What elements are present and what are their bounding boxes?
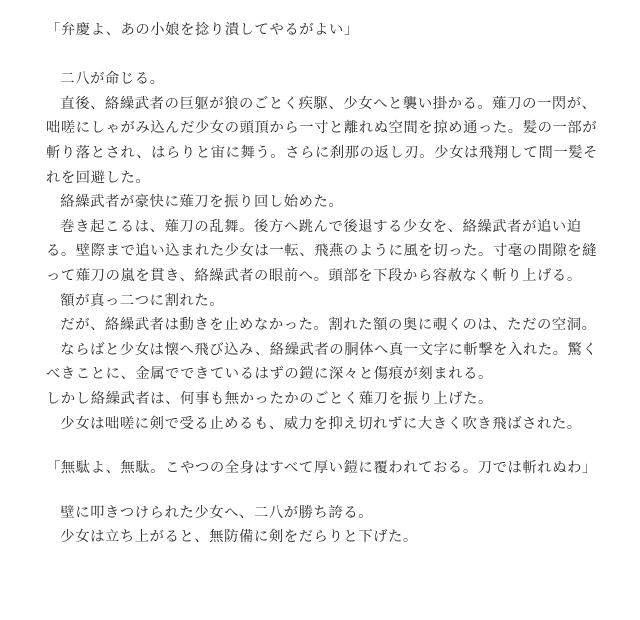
blank-line	[46, 436, 626, 456]
paragraph-line: って薙刀の嵐を貫き、絡繰武者の眼前へ。頭部を下段から容赦なく斬り上げる。	[46, 267, 582, 284]
paragraph-line: 巻き起こるは、薙刀の乱舞。後方へ跳んで後退する少女を、絡繰武者が追い迫	[60, 218, 582, 235]
dialogue-line-futaba: 「無駄よ、無駄。こやつの全身はすべて厚い鎧に覆われておる。刀では斬れぬわ」	[46, 460, 597, 477]
paragraph-line: 壁に叩きつけられた少女へ、二八が勝ち誇る。	[60, 504, 374, 521]
paragraph-line: ならばと少女は懐へ飛び込み、絡繰武者の胴体へ真一文字に斬撃を入れた。驚く	[60, 341, 598, 358]
paragraph-line: 咄嗟にしゃがみ込んだ少女の頭頂から一寸と離れぬ空間を掠め通った。髪の一部が	[46, 120, 598, 137]
paragraph-line: 直後、絡繰武者の巨躯が狼のごとく疾駆、少女へと襲い掛かる。薙刀の一閃が、	[60, 95, 597, 112]
paragraph-line: 斬り落とされ、はらりと宙に舞う。さらに刹那の返し刃。少女は飛翔して間一髪そ	[46, 144, 599, 161]
paragraph-line: 絡繰武者が豪快に薙刀を振り回し始めた。	[60, 194, 344, 211]
paragraph-line: 少女は咄嗟に剣で受る止めるも、威力を抑え切れずに大きく吹き飛ばされた。	[60, 415, 582, 432]
paragraph-line: 額が真っ二つに割れた。	[60, 292, 225, 309]
novel-text-body	[46, 18, 626, 550]
paragraph-line: れを回避した。	[46, 169, 151, 186]
paragraph-line: だが、絡繰武者は動きを止めなかった。割れた額の奥に覗くのは、ただの空洞。	[60, 317, 597, 334]
paragraph-line: る。壁際まで追い込まれた少女は一転、飛燕のように風を切った。寸毫の間隙を縫	[46, 243, 598, 260]
blank-line	[46, 43, 626, 68]
paragraph-line: 二八が命じる。	[60, 71, 165, 88]
blank-line	[46, 481, 626, 501]
paragraph-line: 少女は立ち上がると、無防備に剣をだらりと下げた。	[60, 529, 418, 546]
dialogue-line-benkei: 「弁慶よ、あの小娘を捻り潰してやるがよい」	[46, 22, 359, 38]
paragraph-line: べきことに、金属でできているはずの鎧に深々と傷痕が刻まれる。	[46, 366, 493, 383]
paragraph-line: しかし絡繰武者は、何事も無かったかのごとく薙刀を振り上げた。	[46, 390, 493, 407]
